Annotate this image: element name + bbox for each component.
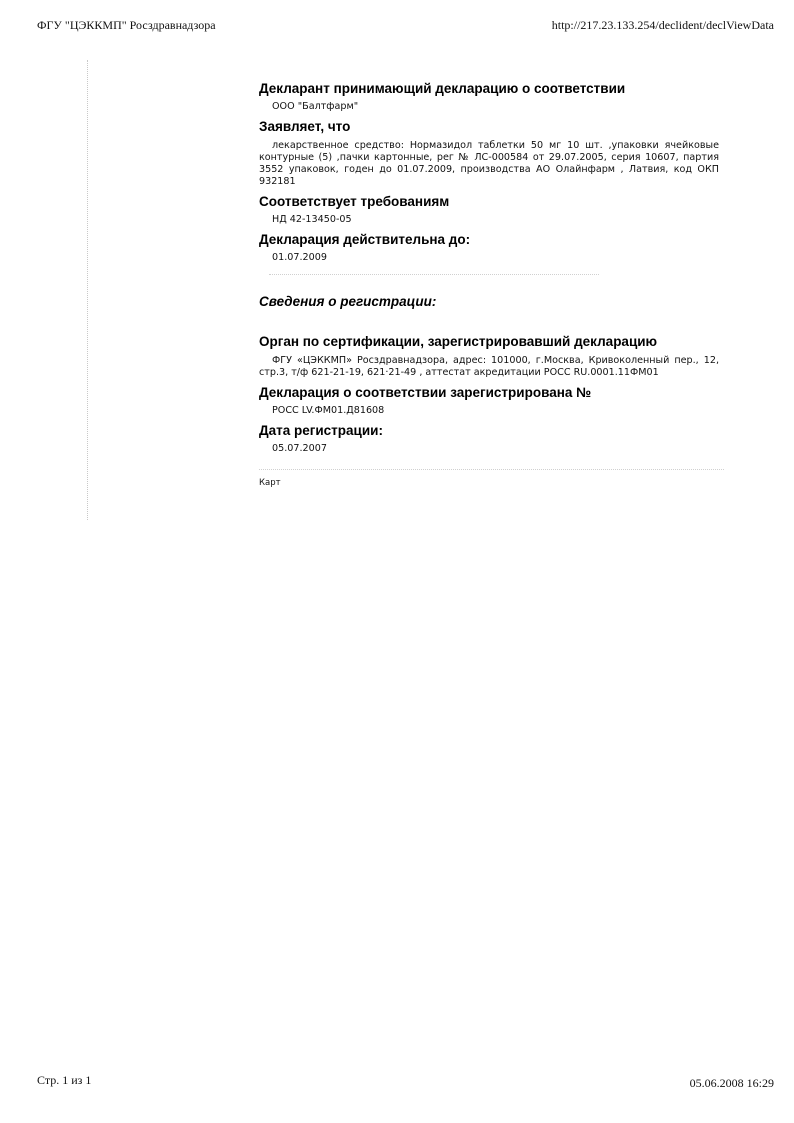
declarant-value: ООО "Балтфарм" [272,101,359,112]
valid-until-title: Декларация действительна до: [259,232,471,247]
scan-margin-rule [87,60,88,520]
page-number: Стр. 1 из 1 [37,1073,92,1087]
reg-date-title: Дата регистрации: [259,423,383,438]
declarant-title: Декларант принимающий декларацию о соответствии [259,81,626,96]
reg-number-title: Декларация о соответствии зарегистрирована № [259,385,592,400]
reg-number-value: РОСС LV.ФМ01.Д81608 [272,405,385,416]
reg-date-value: 05.07.2007 [272,443,327,454]
print-header-url: http://217.23.133.254/declident/declViewData [551,18,774,32]
separator [259,469,724,470]
states-section [259,118,719,188]
states-title: Заявляет, что [259,119,351,134]
cert-body-title: Орган по сертификации, зарегистрировавший декларацию [259,334,658,349]
declarant-section [259,80,719,113]
reg-date-section [259,422,719,455]
card-link[interactable]: Карт [259,478,281,488]
conforms-title: Соответствует требованиям [259,194,450,209]
registration-section-title: Сведения о регистрации: [259,294,437,309]
print-header-title: ФГУ "ЦЭККМП" Росздравнадзора [37,18,216,32]
valid-until-value: 01.07.2009 [272,252,327,263]
conforms-section [259,193,719,226]
reg-number-section [259,384,719,417]
conforms-value: НД 42-13450-05 [272,214,352,225]
cert-body-section [259,333,719,379]
states-value: лекарственное средство: Нормазидол таблетки 50 мг 10 шт. ,упаковки ячейковые контурные (5) ,пачки картонные, рег № ЛС-000584 от 29.07.2005, серия 10607, партия 3552 упаковок, годен до 01.07.2009, производства АО Олайнфарм , Латвия, код ОКП 932181 [259,140,719,187]
cert-body-value: ФГУ «ЦЭККМП» Росздравнадзора, адрес: 101000, г.Москва, Кривоколенный пер., 12, стр.3, т/ф 621-21-19, 621·21-49 , аттестат акредитации РОСС RU.0001.11ФМ01 [259,355,719,378]
declaration-content [259,80,719,488]
print-datetime: 05.06.2008 16:29 [689,1076,774,1090]
valid-until-section [259,231,719,264]
separator [269,274,599,275]
